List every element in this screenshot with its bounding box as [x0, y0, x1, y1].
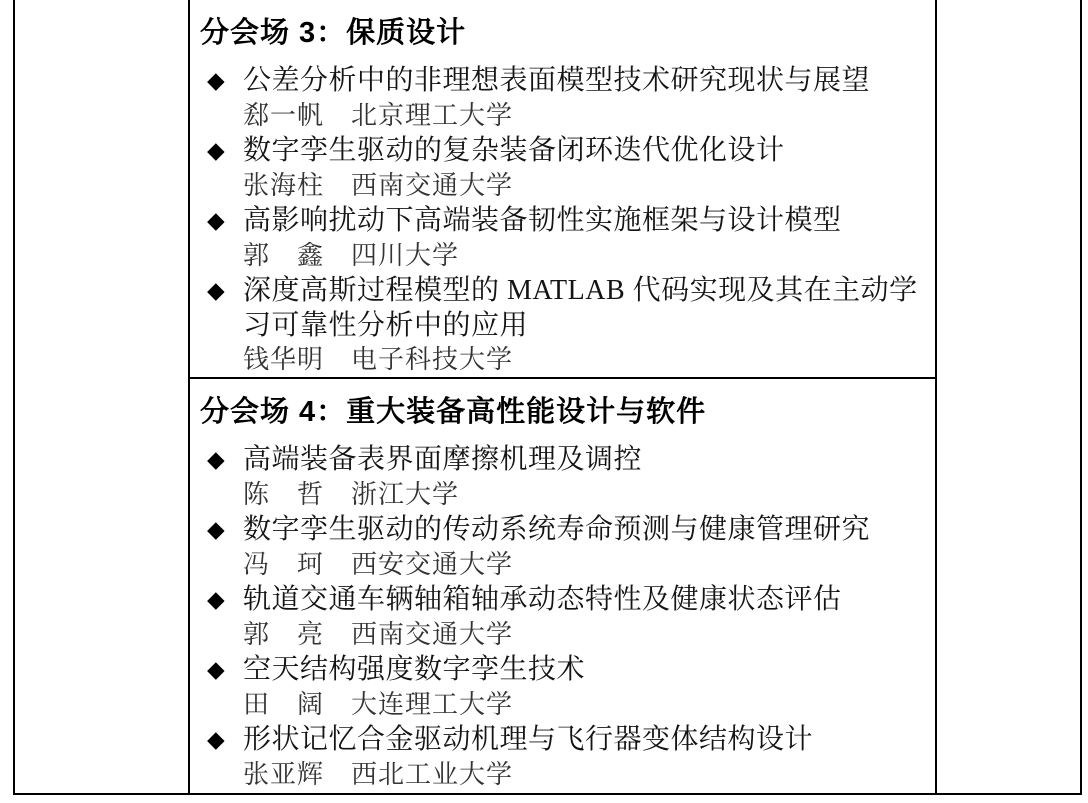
talk-body [243, 134, 921, 203]
table-bottom-border [13, 793, 1082, 795]
speaker-affiliation: 北京理工大学 [351, 100, 514, 130]
talk-body [243, 583, 921, 652]
talk-item [200, 64, 921, 133]
diamond-bullet-icon: ◆ [207, 68, 225, 93]
talk-speaker-line [243, 688, 921, 723]
diamond-bullet-icon: ◆ [207, 587, 225, 612]
diamond-bullet-icon: ◆ [207, 727, 225, 752]
talk-speaker-line [243, 99, 921, 134]
talk-speaker-line [243, 169, 921, 204]
talk-body [243, 653, 921, 722]
speaker-name: 冯 珂 [243, 549, 325, 579]
speaker-affiliation: 浙江大学 [351, 479, 460, 509]
talk-body [243, 723, 921, 792]
talk-speaker-line [243, 343, 921, 378]
speaker-affiliation: 西南交通大学 [351, 619, 514, 649]
speaker-affiliation: 西安交通大学 [351, 549, 514, 579]
talk-body [243, 204, 921, 273]
talk-item [200, 443, 921, 512]
diamond-bullet-icon: ◆ [207, 517, 225, 542]
talk-speaker-line [243, 239, 921, 274]
talk-title: 轨道交通车辆轴箱轴承动态特性及健康状态评估 [243, 584, 842, 615]
talk-title: 高影响扰动下高端装备韧性实施框架与设计模型 [243, 205, 842, 236]
talk-title: 数字孪生驱动的复杂装备闭环迭代优化设计 [243, 135, 785, 166]
talk-title: 公差分析中的非理想表面模型技术研究现状与展望 [243, 65, 871, 96]
speaker-affiliation: 大连理工大学 [351, 689, 514, 719]
talk-body [243, 274, 921, 378]
speaker-affiliation: 四川大学 [351, 240, 460, 270]
talk-title: 数字孪生驱动的传动系统寿命预测与健康管理研究 [243, 514, 871, 545]
talk-title: 空天结构强度数字孪生技术 [243, 654, 586, 685]
speaker-name: 田 阔 [243, 689, 325, 719]
session-3-cell [190, 0, 935, 377]
speaker-affiliation: 西北工业大学 [351, 759, 514, 789]
talk-title: 高端装备表界面摩擦机理及调控 [243, 444, 643, 475]
diamond-bullet-icon: ◆ [207, 138, 225, 163]
talk-item [200, 513, 921, 582]
talk-title: 形状记忆合金驱动机理与飞行器变体结构设计 [243, 724, 814, 755]
talk-item [200, 583, 921, 652]
talk-item [200, 723, 921, 792]
talk-speaker-line [243, 478, 921, 513]
talk-body [243, 443, 921, 512]
talk-item [200, 134, 921, 203]
talk-speaker-line [243, 618, 921, 653]
table-outer-right-border [1080, 0, 1082, 794]
speaker-affiliation: 西南交通大学 [351, 170, 514, 200]
talk-body [243, 64, 921, 133]
diamond-bullet-icon: ◆ [207, 657, 225, 682]
speaker-name: 郭 亮 [243, 619, 325, 649]
speaker-name: 郄一帆 [243, 100, 325, 130]
talk-item [200, 204, 921, 273]
talk-speaker-line [243, 758, 921, 793]
speaker-name: 张亚辉 [243, 759, 325, 789]
speaker-name: 张海柱 [243, 170, 325, 200]
table-column-right-border [935, 0, 937, 794]
speaker-affiliation: 电子科技大学 [351, 345, 514, 374]
speaker-name: 陈 哲 [243, 479, 325, 509]
talk-title: 深度高斯过程模型的 MATLAB 代码实现及其在主动学习可靠性分析中的应用 [243, 275, 918, 341]
talk-body [243, 513, 921, 582]
talk-item [200, 653, 921, 722]
speaker-name: 钱华明 [243, 345, 325, 374]
table-outer-left-border [13, 0, 15, 794]
session-3-title: 分会场 3：保质设计 [200, 17, 467, 49]
diamond-bullet-icon: ◆ [207, 208, 225, 233]
session-4-cell [190, 379, 935, 793]
speaker-name: 郭 鑫 [243, 240, 325, 270]
session-4-title: 分会场 4：重大装备高性能设计与软件 [200, 396, 707, 428]
talk-item [200, 274, 921, 378]
talk-speaker-line [243, 548, 921, 583]
diamond-bullet-icon: ◆ [207, 447, 225, 472]
diamond-bullet-icon: ◆ [207, 278, 225, 303]
